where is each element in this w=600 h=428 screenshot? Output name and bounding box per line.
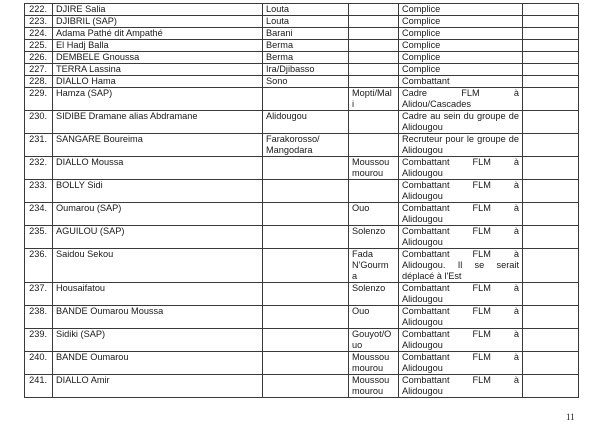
notes-cell [523,249,579,283]
notes-cell [523,226,579,249]
person-name: DIALLO Moussa [53,157,263,180]
person-name: Saidou Sekou [53,249,263,283]
notes-cell [523,111,579,134]
row-number: 227. [25,64,53,76]
location-secondary: Ouo [349,306,399,329]
role-description: Complice [399,64,523,76]
location-secondary: Solenzo [349,283,399,306]
role-description: Complice [399,16,523,28]
location-origin [263,329,349,352]
role-description: Combattant [399,76,523,88]
location-secondary: Gouyot/O uo [349,329,399,352]
table-row [25,88,579,111]
row-number: 223. [25,16,53,28]
notes-cell [523,134,579,157]
row-number: 239. [25,329,53,352]
location-secondary: Fada N'Gourm a [349,249,399,283]
location-origin: Barani [263,28,349,40]
location-origin [263,180,349,203]
notes-cell [523,375,579,398]
notes-cell [523,203,579,226]
row-number: 241. [25,375,53,398]
table-row [25,4,579,16]
location-secondary [349,16,399,28]
location-secondary [349,134,399,157]
notes-cell [523,329,579,352]
table-row [25,64,579,76]
table-row [25,249,579,283]
person-name: TERRA Lassina [53,64,263,76]
person-name: SIDIBE Dramane alias Abdramane [53,111,263,134]
role-description: Combattant FLM à Alidougou [399,180,523,203]
table-row [25,283,579,306]
location-secondary [349,40,399,52]
row-number: 232. [25,157,53,180]
notes-cell [523,40,579,52]
location-origin: Louta [263,4,349,16]
row-number: 229. [25,88,53,111]
person-name: AGUILOU (SAP) [53,226,263,249]
location-secondary: Mopti/Mal i [349,88,399,111]
location-origin: Louta [263,16,349,28]
row-number: 233. [25,180,53,203]
row-number: 222. [25,4,53,16]
location-secondary [349,64,399,76]
role-description: Complice [399,40,523,52]
page-number: 11 [566,412,575,422]
row-number: 224. [25,28,53,40]
role-description: Complice [399,28,523,40]
role-description: Complice [399,52,523,64]
notes-cell [523,76,579,88]
row-number: 228. [25,76,53,88]
location-origin [263,88,349,111]
location-origin: Berma [263,52,349,64]
location-origin [263,226,349,249]
table-row [25,134,579,157]
role-description: Combattant FLM à Alidougou [399,283,523,306]
table-row [25,352,579,375]
notes-cell [523,28,579,40]
table-row [25,111,579,134]
person-name: BANDE Oumarou Moussa [53,306,263,329]
notes-cell [523,4,579,16]
location-secondary: Moussou mourou [349,352,399,375]
location-origin: Ira/Djibasso [263,64,349,76]
notes-cell [523,16,579,28]
person-name: Oumarou (SAP) [53,203,263,226]
notes-cell [523,180,579,203]
role-description: Complice [399,4,523,16]
row-number: 226. [25,52,53,64]
person-name: Sidiki (SAP) [53,329,263,352]
role-description: Recruteur pour le groupe de Alidougou [399,134,523,157]
role-description: Combattant FLM à Alidougou [399,203,523,226]
table-row [25,306,579,329]
person-name: Hamza (SAP) [53,88,263,111]
location-origin [263,283,349,306]
location-origin: Alidougou [263,111,349,134]
location-origin: Berma [263,40,349,52]
row-number: 235. [25,226,53,249]
location-secondary [349,180,399,203]
table-row [25,226,579,249]
notes-cell [523,52,579,64]
location-secondary: Moussou mourou [349,375,399,398]
role-description: Cadre FLM à Alidou/Cascades [399,88,523,111]
table-row [25,329,579,352]
location-origin [263,352,349,375]
location-secondary: Moussou mourou [349,157,399,180]
role-description: Combattant FLM à Alidougou [399,157,523,180]
table-row [25,203,579,226]
location-origin [263,375,349,398]
table-row [25,76,579,88]
role-description: Cadre au sein du groupe de Alidougou [399,111,523,134]
location-origin [263,203,349,226]
person-name: DIALLO Amir [53,375,263,398]
person-name: DJIBRIL (SAP) [53,16,263,28]
table-row [25,40,579,52]
table-row [25,16,579,28]
person-name: SANGARE Boureima [53,134,263,157]
suspects-table [24,3,579,398]
location-origin: Farakorosso/ Mangodara [263,134,349,157]
location-secondary: Solenzo [349,226,399,249]
location-secondary [349,4,399,16]
role-description: Combattant FLM à Alidougou [399,306,523,329]
notes-cell [523,64,579,76]
row-number: 236. [25,249,53,283]
location-secondary [349,28,399,40]
role-description: Combattant FLM à Alidougou [399,329,523,352]
location-origin [263,306,349,329]
person-name: DJIRE Salia [53,4,263,16]
table-row [25,180,579,203]
person-name: BOLLY Sidi [53,180,263,203]
role-description: Combattant FLM à Alidougou [399,352,523,375]
row-number: 225. [25,40,53,52]
location-secondary [349,52,399,64]
row-number: 234. [25,203,53,226]
row-number: 240. [25,352,53,375]
role-description: Combattant FLM à Alidougou [399,375,523,398]
person-name: DEMBELE Gnoussa [53,52,263,64]
person-name: BANDE Oumarou [53,352,263,375]
location-secondary [349,111,399,134]
row-number: 237. [25,283,53,306]
row-number: 231. [25,134,53,157]
notes-cell [523,157,579,180]
row-number: 230. [25,111,53,134]
table-row [25,375,579,398]
role-description: Combattant FLM à Alidougou. Il se serait déplacé à l'Est [399,249,523,283]
location-secondary: Ouo [349,203,399,226]
location-origin: Sono [263,76,349,88]
row-number: 238. [25,306,53,329]
person-name: El Hadj Balla [53,40,263,52]
location-origin [263,157,349,180]
table-row [25,52,579,64]
person-name: DIALLO Hama [53,76,263,88]
location-secondary [349,76,399,88]
person-name: Housaifatou [53,283,263,306]
notes-cell [523,306,579,329]
person-name: Adama Pathé dit Ampathé [53,28,263,40]
notes-cell [523,352,579,375]
notes-cell [523,88,579,111]
role-description: Combattant FLM à Alidougou [399,226,523,249]
table-row [25,157,579,180]
notes-cell [523,283,579,306]
table-row [25,28,579,40]
location-origin [263,249,349,283]
